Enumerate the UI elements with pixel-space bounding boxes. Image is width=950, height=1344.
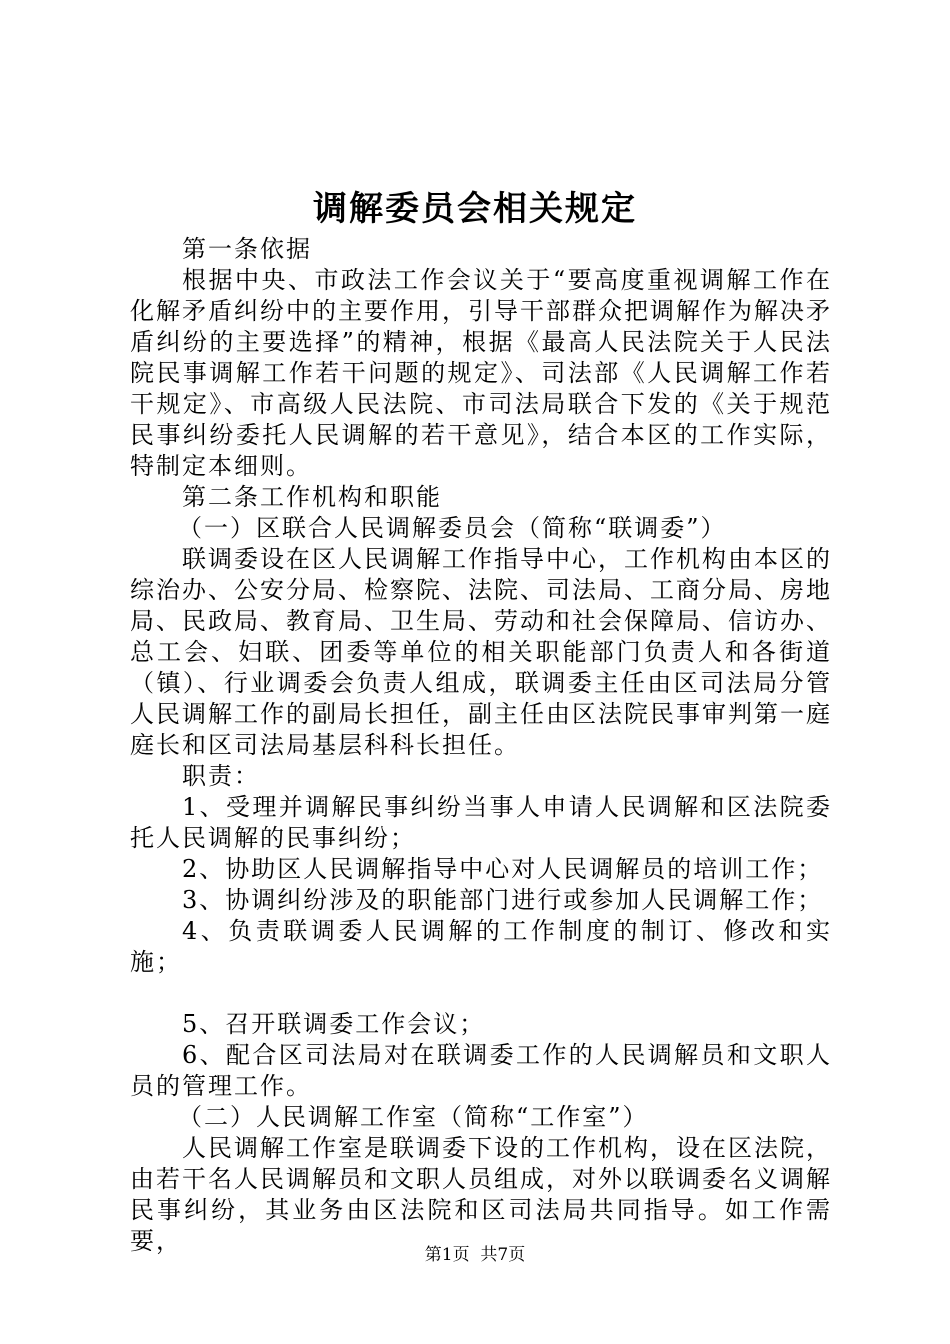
section-1-heading: （一）区联合人民调解委员会（简称“联调委”）: [178, 514, 727, 542]
duty-item-3: 3、协调纠纷涉及的职能部门进行或参加人民调解工作；: [182, 886, 824, 914]
duty-item-1: 1、受理并调解民事纠纷当事人申请人民调解和区法院委托人民调解的民事纠纷；: [130, 793, 832, 852]
document-title: 调解委员会相关规定: [313, 189, 637, 229]
page-total: 共7页: [480, 1245, 526, 1265]
duties-heading: 职责：: [182, 762, 260, 790]
section-2-heading: （二）人民调解工作室（简称“工作室”）: [178, 1103, 649, 1131]
duty-item-6: 6、配合区司法局对在联调委工作的人民调解员和文职人员的管理工作。: [130, 1041, 832, 1100]
document-body: [130, 234, 832, 1257]
section-2-body: 人民调解工作室是联调委下设的工作机构，设在区法院，由若干名人民调解员和文职人员组成，对外以联调委名义调解民事纠纷，其业务由区法院和区司法局共同指导。如工作需要，: [130, 1134, 832, 1255]
page-number: 第1页: [424, 1245, 470, 1265]
section-1-body: 联调委设在区人民调解工作指导中心，工作机构由本区的综治办、公安分局、检察院、法院、司法局、工商分局、房地局、民政局、教育局、卫生局、劳动和社会保障局、信访办、总工会、妇联、团委等单位的相关职能部门负责人和各街道（镇）、行业调委会负责人组成，联调委主任由区司法局分管人民调解工作的副局长担任，副主任由区法院民事审判第一庭庭长和区司法局基层科科长担任。: [130, 545, 832, 759]
article-1-body: 根据中央、市政法工作会议关于“要高度重视调解工作在化解矛盾纠纷中的主要作用，引导干部群众把调解作为解决矛盾纠纷的主要选择”的精神，根据《最高人民法院关于人民法院民事调解工作若干问题的规定》、司法部《人民调解工作若干规定》、市高级人民法院、市司法局联合下发的《关于规范民事纠纷委托人民调解的若干意见》，结合本区的工作实际，特制定本细则。: [130, 266, 832, 480]
article-1-heading: 第一条依据: [182, 235, 312, 263]
duty-item-4: 4、负责联调委人民调解的工作制度的制订、修改和实施；: [130, 917, 832, 976]
page-footer: [0, 1243, 950, 1267]
article-2-heading: 第二条工作机构和职能: [182, 483, 442, 511]
footer-separator: [470, 1245, 481, 1265]
duty-item-5: 5、召开联调委工作会议；: [182, 1010, 486, 1038]
duty-item-2: 2、协助区人民调解指导中心对人民调解员的培训工作；: [182, 855, 824, 883]
